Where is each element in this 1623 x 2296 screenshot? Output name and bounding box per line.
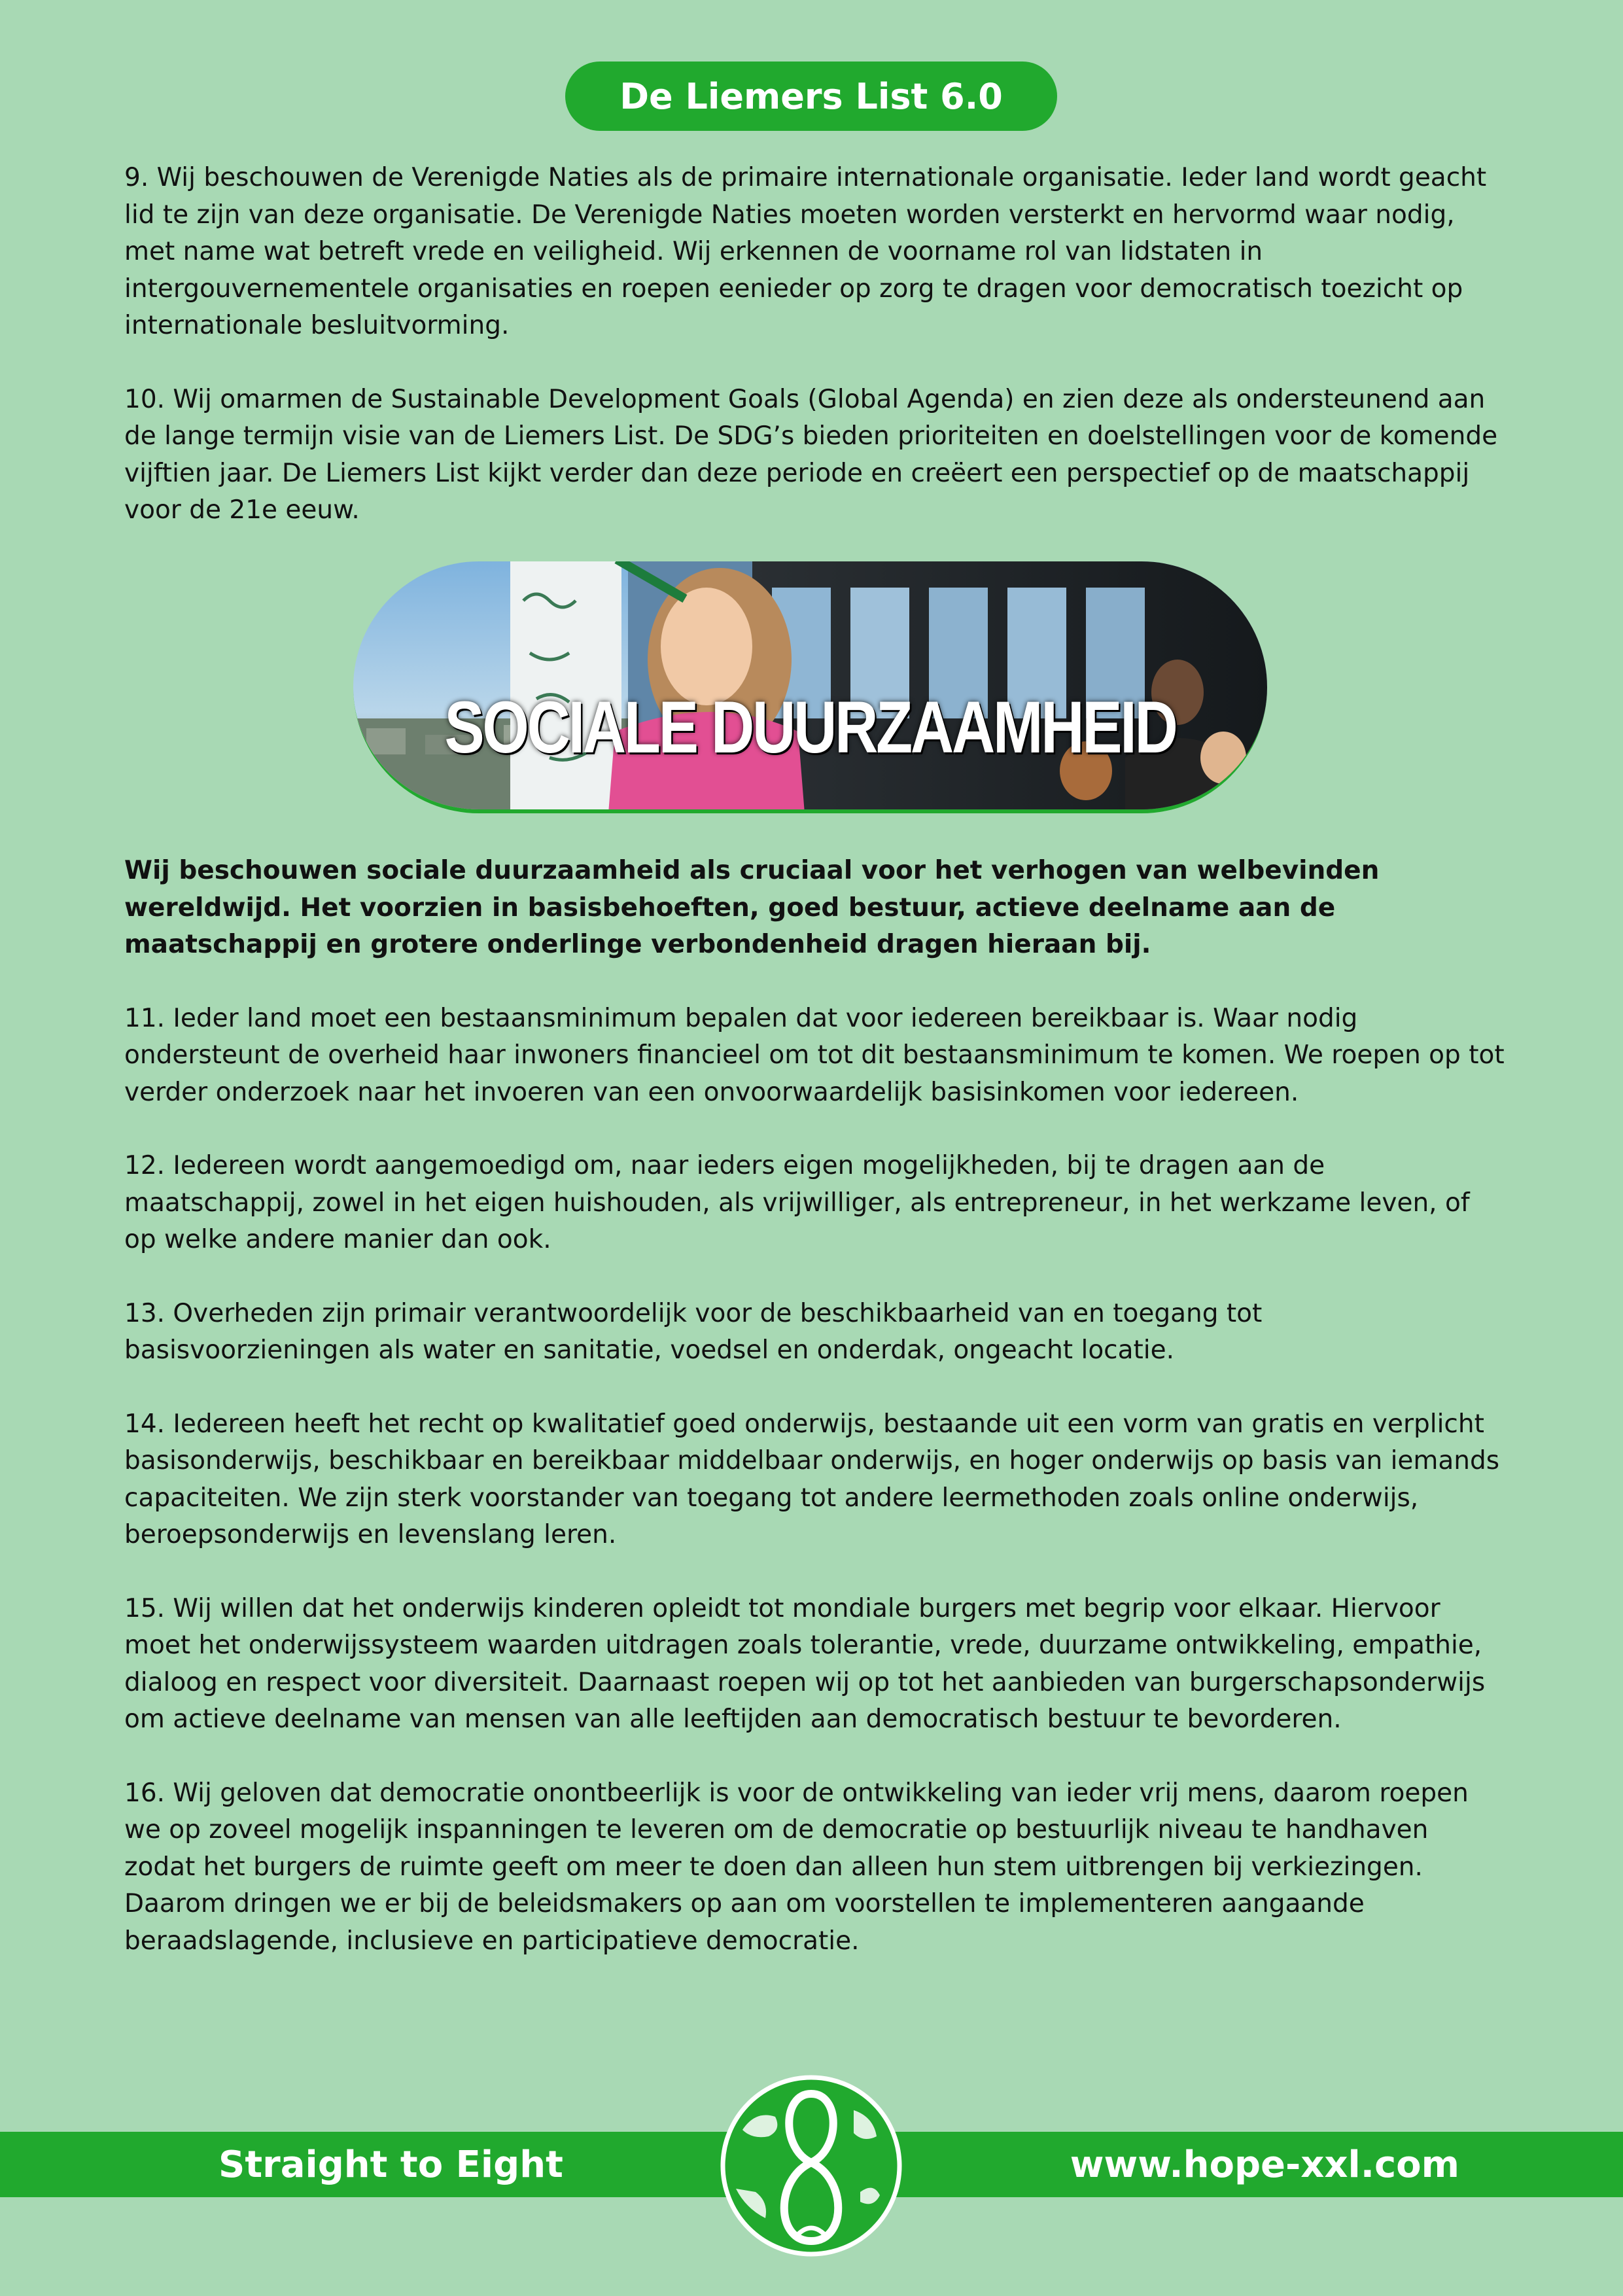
footer-website-link[interactable]: www.hope-xxl.com	[1070, 2143, 1459, 2186]
paragraph-14: 14. Iedereen heeft het recht op kwalitatief goed onderwijs, bestaande uit een vorm van gratis en verplicht basisonderwijs, beschikbaar en bereikbaar middelbaar onderwijs, en hoger onderwijs op basis van iemands capaciteiten. We zijn sterk voorstander van toegang tot andere leermethoden zoals online onderwijs, beroepsonderwijs en levenslang leren.	[124, 1409, 1500, 1549]
document-body	[124, 160, 1505, 529]
footer-slogan: Straight to Eight	[218, 2143, 563, 2186]
paragraph-13: 13. Overheden zijn primair verantwoordelijk voor de beschikbaarheid van en toegang tot basisvoorzieningen als water en sanitatie, voedsel en onderdak, ongeacht locatie.	[124, 1298, 1263, 1365]
document-body-continued	[124, 853, 1505, 1996]
paragraph-11: 11. Ieder land moet een bestaansminimum bepalen dat voor iedereen bereikbaar is. Waar nodig ondersteunt de overheid haar inwoners financieel om tot dit bestaansminimum te komen. We roepen op tot verder onderzoek naar het invoeren van een onvoorwaardelijk basisinkomen voor iedereen.	[124, 1003, 1505, 1107]
banner-caption: SOCIALE DUURZAAMHEID	[444, 686, 1176, 768]
page-title: De Liemers List 6.0	[565, 62, 1057, 131]
paragraph-15: 15. Wij willen dat het onderwijs kinderen opleidt tot mondiale burgers met begrip voor elkaar. Hiervoor moet het onderwijssysteem waarden uitdragen zoals tolerantie, vrede, duurzame ontwikkeling, empathie, dialoog en respect voor diversiteit. Daarnaast roepen wij op tot het aanbieden van burgerschapsonderwijs om actieve deelname van mensen van alle leeftijden aan democratisch bestuur te bevorderen.	[124, 1593, 1486, 1734]
paragraph-10: 10. Wij omarmen de Sustainable Development Goals (Global Agenda) en zien deze als ondersteunend aan de lange termijn visie van de Liemers List. De SDG’s bieden prioriteiten en doelstellingen voor de komende vijftien jaar. De Liemers List kijkt verder dan deze periode en creëert een perspectief op de maatschappij voor de 21e eeuw.	[124, 384, 1498, 525]
figure-eight-globe-icon	[716, 2071, 906, 2261]
social-sustainability-banner	[353, 561, 1267, 813]
section-intro: Wij beschouwen sociale duurzaamheid als cruciaal voor het verhogen van welbevinden wereldwijd. Het voorzien in basisbehoeften, goed bestuur, actieve deelname aan de maatschappij en grotere onderlinge verbondenheid dragen hieraan bij.	[124, 856, 1380, 959]
paragraph-12: 12. Iedereen wordt aangemoedigd om, naar ieders eigen mogelijkheden, bij te dragen aan de maatschappij, zowel in het eigen huishouden, als vrijwilliger, als entrepreneur, in het werkzame leven, of op welke andere manier dan ook.	[124, 1151, 1470, 1254]
paragraph-9: 9. Wij beschouwen de Verenigde Naties als de primaire internationale organisatie. Ieder land wordt geacht lid te zijn van deze organisatie. De Verenigde Naties moeten worden versterkt en hervormd waar nodig, met name wat betreft vrede en veiligheid. Wij erkennen de voorname rol van lidstaten in intergouvernementele organisaties en roepen eenieder op zorg te dragen voor democratisch toezicht op internationale besluitvorming.	[124, 163, 1487, 340]
paragraph-16: 16. Wij geloven dat democratie onontbeerlijk is voor de ontwikkeling van ieder vrij mens, daarom roepen we op zoveel mogelijk inspanningen te leveren om de democratie op bestuurlijk niveau te handhaven zodat het burgers de ruimte geeft om meer te doen dan alleen hun stem uitbrengen bij verkiezingen. Daarom dringen we er bij de beleidsmakers op aan om voorstellen te implementeren aangaande beraadslagende, inclusieve en participatieve democratie.	[124, 1778, 1469, 1956]
